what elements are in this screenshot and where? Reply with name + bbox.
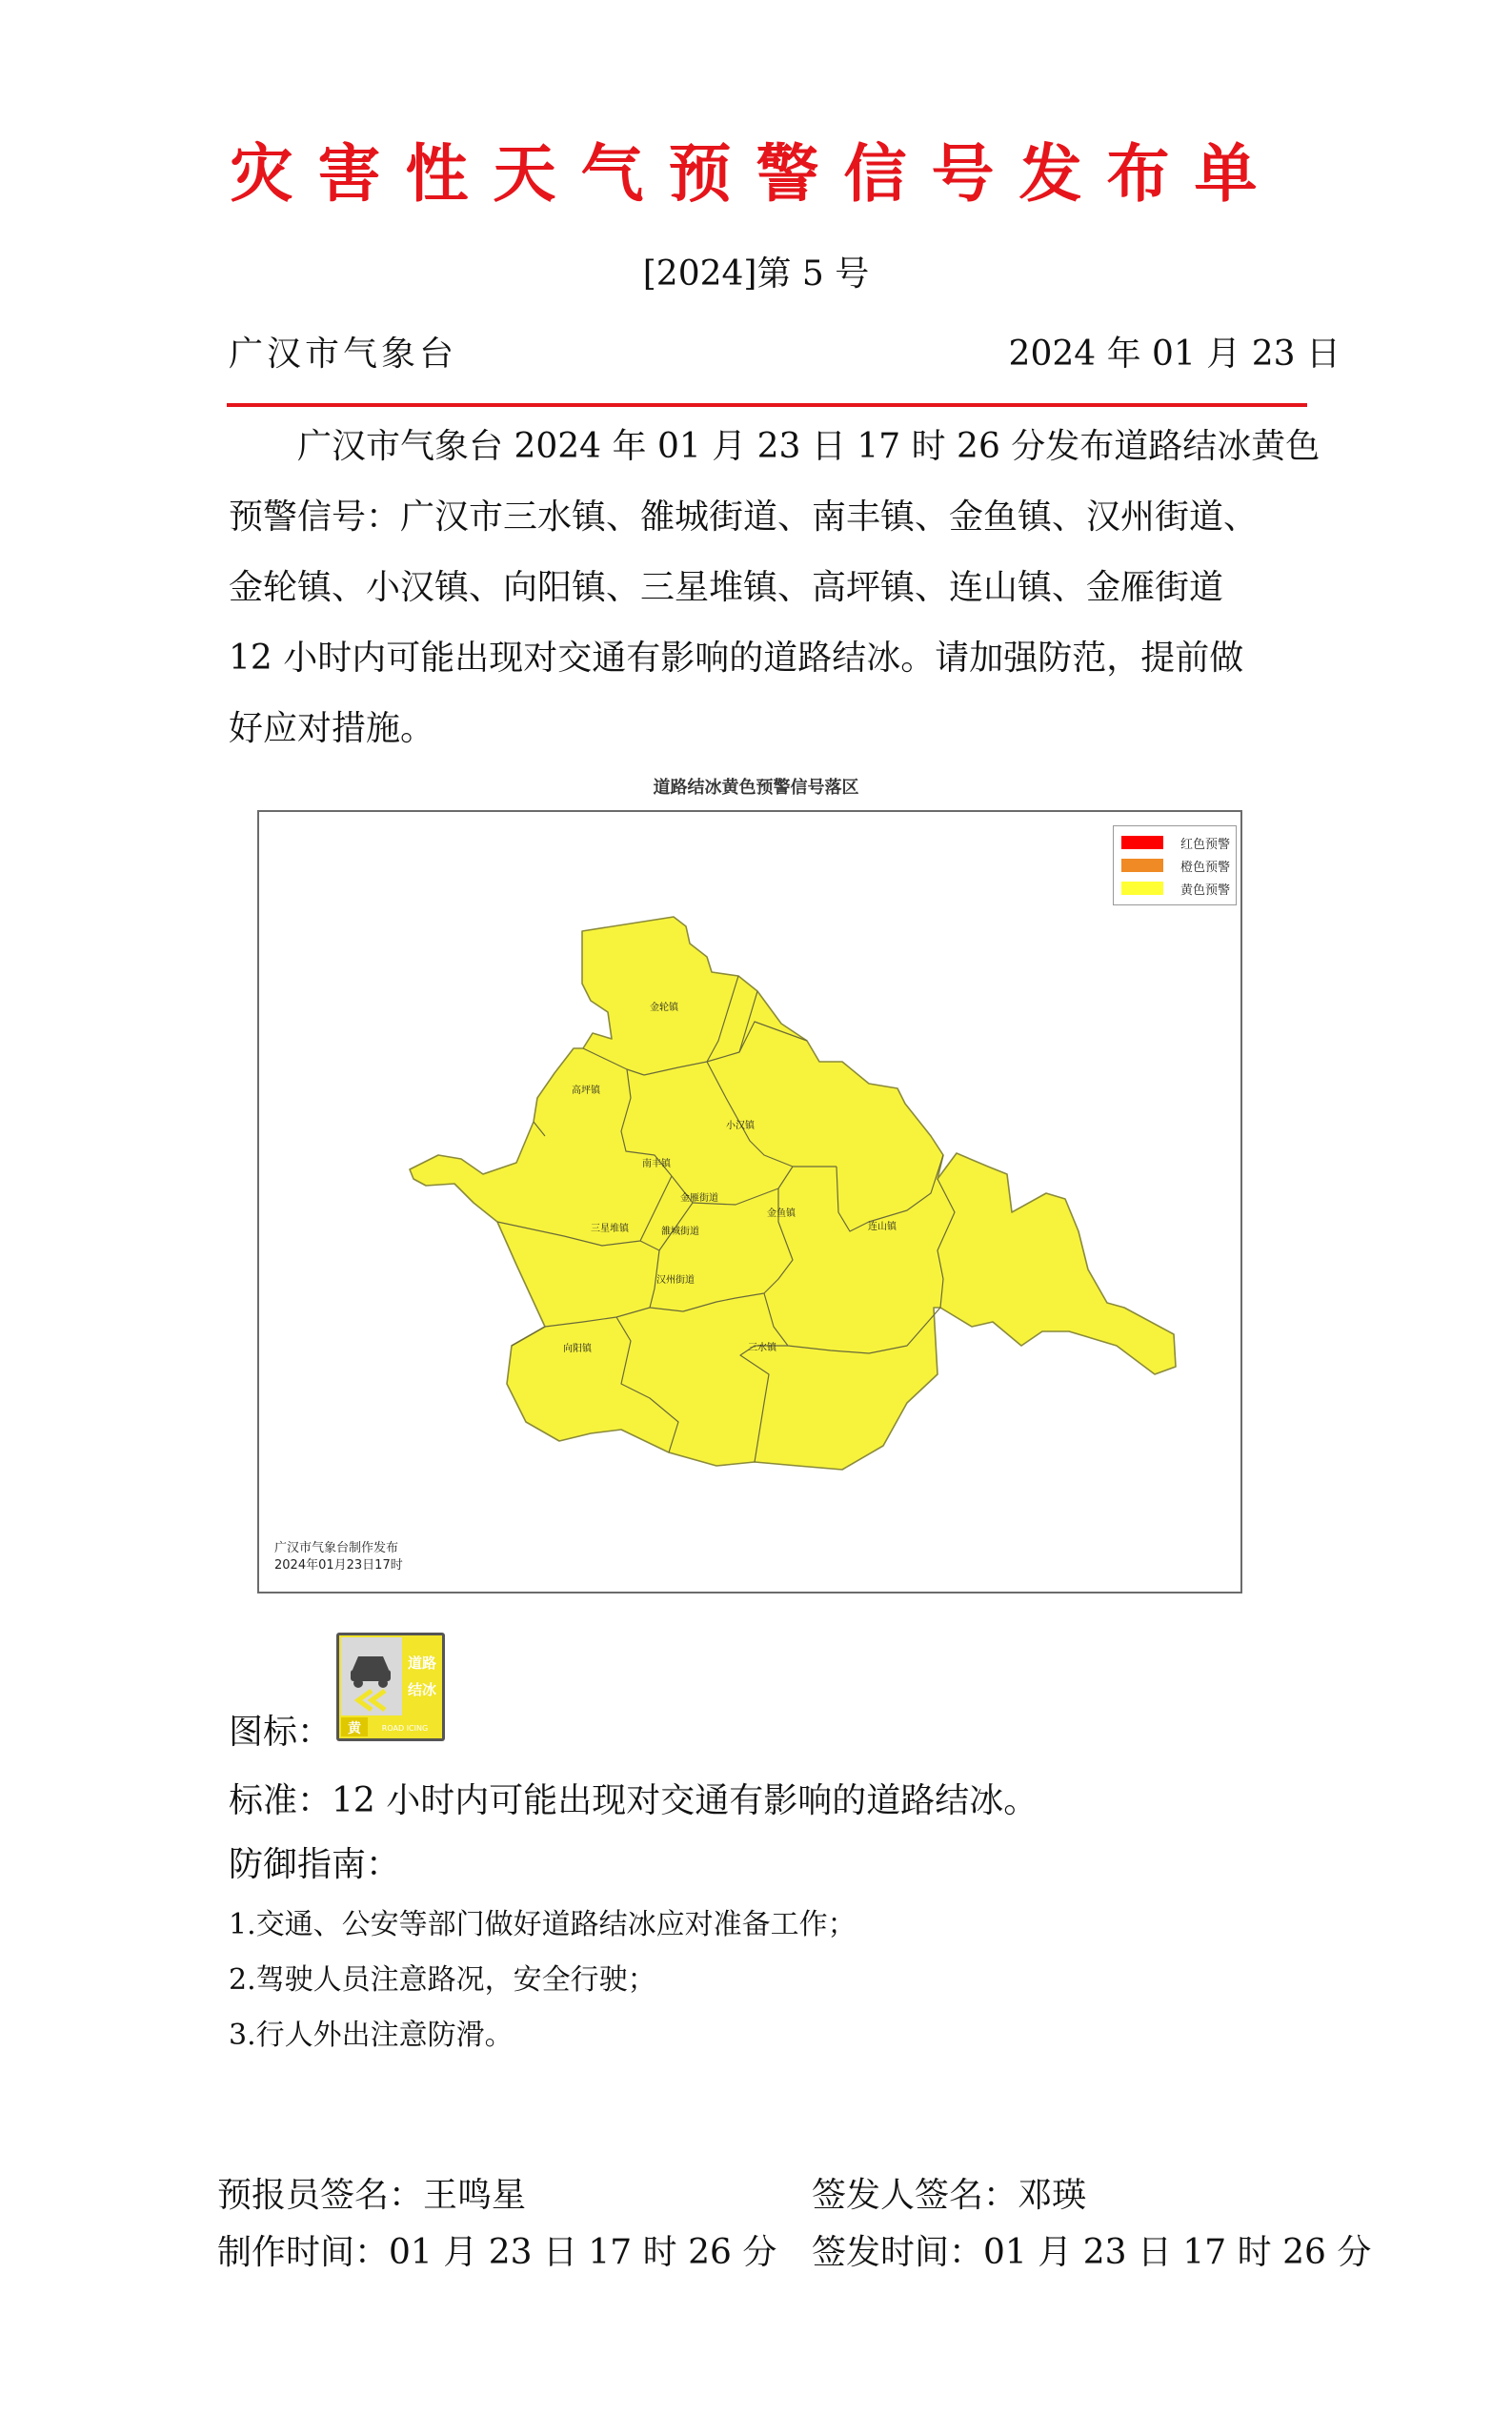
legend-label: 黄色预警 bbox=[1180, 883, 1231, 898]
road-icing-yellow-warning-icon bbox=[335, 1632, 446, 1742]
body-line: 预警信号：广汉市三水镇、雒城街道、南丰镇、金鱼镇、汉州街道、 bbox=[229, 497, 1259, 537]
map-credit bbox=[274, 1540, 403, 1574]
map-region-fill bbox=[410, 917, 1176, 1470]
defense-guide-item: 3.行人外出注意防滑。 bbox=[229, 2019, 514, 2052]
body-line: 12 小时内可能出现对交通有影响的道路结冰。请加强防范，提前做 bbox=[229, 639, 1244, 678]
warning-body bbox=[229, 412, 1320, 764]
town-label-xiangyang: 向阳镇 bbox=[563, 1344, 592, 1354]
defense-guide-item: 1.交通、公安等部门做好道路结冰应对准备工作； bbox=[229, 1908, 857, 1941]
issuing-agency: 广汉市气象台 bbox=[229, 335, 458, 374]
forecaster-signature: 预报员签名：王鸣星 bbox=[217, 2176, 527, 2215]
legend-swatch bbox=[1121, 859, 1163, 872]
town-label-lianshan: 连山镇 bbox=[868, 1222, 897, 1232]
legend-label: 橙色预警 bbox=[1180, 861, 1231, 875]
town-label-hanzhou: 汉州街道 bbox=[656, 1275, 695, 1286]
town-label-xiaohan: 小汉镇 bbox=[726, 1121, 755, 1131]
header-divider bbox=[227, 403, 1307, 407]
body-line: 金轮镇、小汉镇、向阳镇、三星堆镇、高坪镇、连山镇、金雁街道 bbox=[229, 568, 1224, 607]
town-label-jinyu: 金鱼镇 bbox=[767, 1208, 796, 1219]
issuer-signature: 签发人签名：邓瑛 bbox=[812, 2176, 1087, 2215]
icon-small-text: ROAD ICING bbox=[381, 1724, 429, 1733]
issue-date: 2024 年 01 月 23 日 bbox=[1008, 335, 1341, 374]
town-label-nanfeng: 南丰镇 bbox=[642, 1159, 671, 1169]
body-line: 广汉市气象台 2024 年 01 月 23 日 17 时 26 分发布道路结冰黄色 bbox=[297, 427, 1320, 466]
made-time: 制作时间：01 月 23 日 17 时 26 分 bbox=[217, 2233, 777, 2272]
defense-guide-title: 防御指南： bbox=[229, 1845, 401, 1884]
icon-level-char: 黄 bbox=[348, 1721, 361, 1736]
icon-text-bottom: 结冰 bbox=[407, 1681, 437, 1698]
legend-swatch bbox=[1121, 882, 1163, 895]
town-label-gaoping: 高坪镇 bbox=[572, 1086, 600, 1096]
map-credit-line: 2024年01月23日17时 bbox=[274, 1558, 403, 1573]
town-label-jinyan: 金雁街道 bbox=[680, 1193, 718, 1204]
legend-swatch bbox=[1121, 836, 1163, 849]
map-legend bbox=[1113, 825, 1237, 905]
warning-standard: 标准：12 小时内可能出现对交通有影响的道路结冰。 bbox=[229, 1781, 1038, 1820]
legend-label: 红色预警 bbox=[1180, 838, 1231, 852]
body-line: 好应对措施。 bbox=[229, 709, 435, 748]
issued-time: 签发时间：01 月 23 日 17 时 26 分 bbox=[812, 2233, 1372, 2272]
icon-label: 图标： bbox=[229, 1713, 333, 1752]
issue-number: [2024]第 5 号 bbox=[642, 254, 870, 294]
map-credit-line: 广汉市气象台制作发布 bbox=[274, 1541, 399, 1555]
map-title: 道路结冰黄色预警信号落区 bbox=[653, 778, 859, 798]
town-label-sanshui: 三水镇 bbox=[748, 1343, 776, 1353]
town-label-sanxingdui: 三星堆镇 bbox=[591, 1224, 629, 1234]
map-canvas bbox=[259, 812, 1240, 1592]
town-label-luocheng: 雒城街道 bbox=[661, 1227, 699, 1237]
icon-text-top: 道路 bbox=[407, 1654, 437, 1672]
document-title: 灾害性天气预警信号发布单 bbox=[230, 136, 1282, 211]
warning-map bbox=[257, 810, 1242, 1594]
town-label-jinlun: 金轮镇 bbox=[650, 1003, 678, 1013]
defense-guide-item: 2.驾驶人员注意路况，安全行驶； bbox=[229, 1963, 656, 1997]
